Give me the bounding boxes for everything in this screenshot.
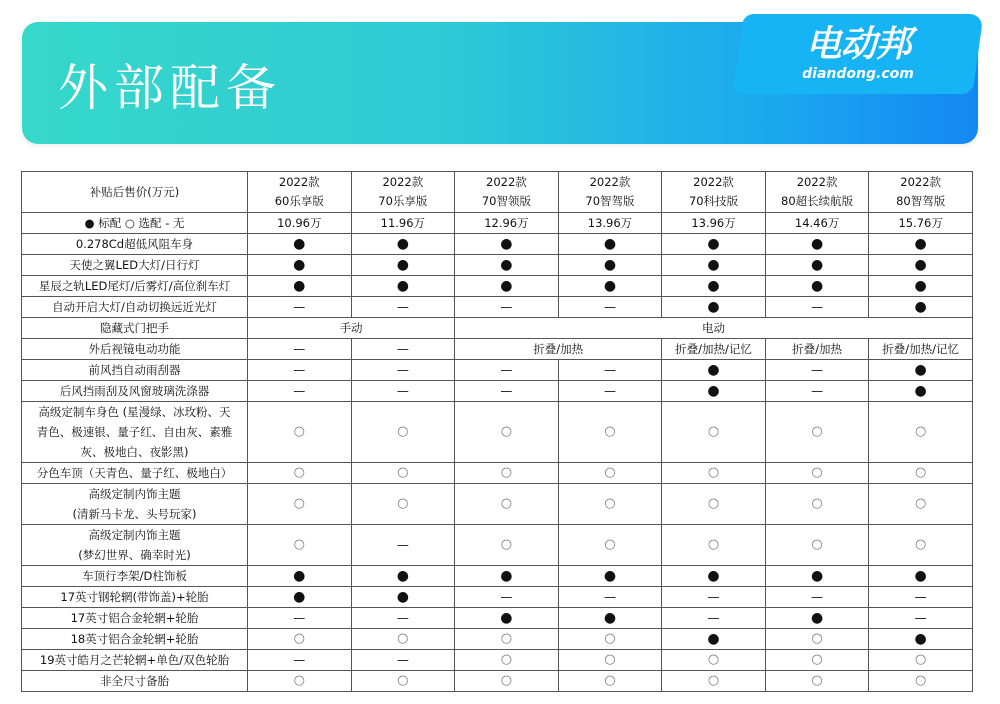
optional-circle-icon: ○ (558, 629, 662, 650)
standard-dot-icon: ● (248, 587, 352, 608)
standard-dot-icon: ● (455, 255, 559, 276)
optional-circle-icon: ○ (765, 402, 869, 463)
none-dash-icon: — (765, 360, 869, 381)
optional-circle-icon: ○ (869, 484, 973, 525)
spec-table (21, 171, 973, 692)
optional-circle-icon: ○ (765, 629, 869, 650)
table-row (22, 525, 973, 566)
none-dash-icon: — (455, 587, 559, 608)
standard-dot-icon: ● (765, 608, 869, 629)
optional-circle-icon: ○ (869, 525, 973, 566)
cell-text: 折叠/加热 (765, 339, 869, 360)
standard-dot-icon: ● (869, 629, 973, 650)
row-label: 17英寸铝合金轮辋+轮胎 (22, 608, 248, 629)
standard-dot-icon: ● (351, 566, 455, 587)
price-cell: 11.96万 (351, 213, 455, 234)
optional-circle-icon: ○ (248, 525, 352, 566)
table-row (22, 566, 973, 587)
optional-circle-icon: ○ (248, 402, 352, 463)
optional-circle-icon: ○ (869, 463, 973, 484)
model-header: 2022款 70科技版 (662, 172, 766, 213)
optional-circle-icon: ○ (869, 402, 973, 463)
optional-circle-icon: ○ (455, 629, 559, 650)
optional-circle-icon: ○ (662, 671, 766, 692)
none-dash-icon: — (869, 587, 973, 608)
standard-dot-icon: ● (558, 608, 662, 629)
logo-main-text: 电动邦 (805, 24, 911, 65)
row-label: 非全尺寸备胎 (22, 671, 248, 692)
standard-dot-icon: ● (662, 276, 766, 297)
standard-dot-icon: ● (662, 360, 766, 381)
none-dash-icon: — (351, 608, 455, 629)
optional-circle-icon: ○ (662, 650, 766, 671)
table-row (22, 360, 973, 381)
row-label: 0.278Cd超低风阻车身 (22, 234, 248, 255)
row-label: 17英寸钢轮辋(带饰盖)+轮胎 (22, 587, 248, 608)
optional-circle-icon: ○ (351, 484, 455, 525)
cell-text: 折叠/加热/记忆 (869, 339, 973, 360)
none-dash-icon: — (662, 587, 766, 608)
table-row (22, 276, 973, 297)
model-header: 2022款 70乐享版 (351, 172, 455, 213)
page-title: 外部配备 (58, 59, 282, 117)
row-label: 高级定制内饰主题 (梦幻世界、确幸时光) (22, 525, 248, 566)
optional-circle-icon: ○ (869, 671, 973, 692)
optional-circle-icon: ○ (455, 650, 559, 671)
table-row (22, 339, 973, 360)
row-label: 19英寸皓月之芒轮辋+单色/双色轮胎 (22, 650, 248, 671)
none-dash-icon: — (455, 297, 559, 318)
standard-dot-icon: ● (248, 234, 352, 255)
standard-dot-icon: ● (662, 234, 766, 255)
optional-circle-icon: ○ (248, 484, 352, 525)
row-label: 自动开启大灯/自动切换远近光灯 (22, 297, 248, 318)
table-row (22, 402, 973, 463)
standard-dot-icon: ● (869, 234, 973, 255)
none-dash-icon: — (455, 381, 559, 402)
none-dash-icon: — (558, 587, 662, 608)
row-label: 后风挡雨刮及风窗玻璃洗涤器 (22, 381, 248, 402)
none-dash-icon: — (558, 297, 662, 318)
optional-circle-icon: ○ (765, 525, 869, 566)
standard-dot-icon: ● (662, 566, 766, 587)
optional-circle-icon: ○ (765, 671, 869, 692)
legend: ● 标配 ○ 选配 - 无 (22, 213, 248, 234)
row-label: 星辰之轨LED尾灯/后雾灯/高位刹车灯 (22, 276, 248, 297)
price-row (22, 213, 973, 234)
standard-dot-icon: ● (248, 566, 352, 587)
none-dash-icon: — (351, 297, 455, 318)
standard-dot-icon: ● (351, 587, 455, 608)
standard-dot-icon: ● (455, 276, 559, 297)
none-dash-icon: — (248, 360, 352, 381)
table-row (22, 671, 973, 692)
optional-circle-icon: ○ (662, 463, 766, 484)
row-label: 高级定制车身色 (星漫绿、冰玫粉、天 青色、极速银、量子红、自由灰、素雅 灰、极地白、夜影黑) (22, 402, 248, 463)
table-row (22, 318, 973, 339)
none-dash-icon: — (765, 381, 869, 402)
table-row (22, 587, 973, 608)
optional-circle-icon: ○ (351, 671, 455, 692)
price-cell: 10.96万 (248, 213, 352, 234)
table-row (22, 234, 973, 255)
optional-circle-icon: ○ (869, 650, 973, 671)
price-label: 补贴后售价(万元) (22, 172, 248, 213)
table-row (22, 608, 973, 629)
standard-dot-icon: ● (455, 234, 559, 255)
row-label: 前风挡自动雨刮器 (22, 360, 248, 381)
none-dash-icon: — (869, 608, 973, 629)
none-dash-icon: — (662, 608, 766, 629)
optional-circle-icon: ○ (455, 671, 559, 692)
optional-circle-icon: ○ (558, 650, 662, 671)
price-cell: 15.76万 (869, 213, 973, 234)
standard-dot-icon: ● (869, 255, 973, 276)
none-dash-icon: — (765, 587, 869, 608)
span-cell-manual: 手动 (248, 318, 455, 339)
standard-dot-icon: ● (662, 255, 766, 276)
table-row (22, 650, 973, 671)
standard-dot-icon: ● (455, 608, 559, 629)
optional-circle-icon: ○ (558, 525, 662, 566)
model-header: 2022款 70智领版 (455, 172, 559, 213)
standard-dot-icon: ● (765, 566, 869, 587)
optional-circle-icon: ○ (351, 402, 455, 463)
none-dash-icon: — (248, 381, 352, 402)
row-label: 车顶行李架/D柱饰板 (22, 566, 248, 587)
optional-circle-icon: ○ (455, 463, 559, 484)
optional-circle-icon: ○ (765, 650, 869, 671)
optional-circle-icon: ○ (662, 484, 766, 525)
optional-circle-icon: ○ (455, 402, 559, 463)
model-header-row (22, 172, 973, 213)
row-label: 高级定制内饰主题 (清新马卡龙、头号玩家) (22, 484, 248, 525)
none-dash-icon: — (248, 297, 352, 318)
span-cell-fold-heat: 折叠/加热 (455, 339, 662, 360)
optional-circle-icon: ○ (455, 484, 559, 525)
standard-dot-icon: ● (248, 255, 352, 276)
row-label: 分色车顶（天青色、量子红、极地白） (22, 463, 248, 484)
none-dash-icon: — (351, 381, 455, 402)
model-header: 2022款 80超长续航版 (765, 172, 869, 213)
row-label: 18英寸铝合金轮辋+轮胎 (22, 629, 248, 650)
standard-dot-icon: ● (765, 234, 869, 255)
model-header: 2022款 80智驾版 (869, 172, 973, 213)
cell-none: — (351, 339, 455, 360)
table-row (22, 629, 973, 650)
standard-dot-icon: ● (455, 566, 559, 587)
none-dash-icon: — (248, 650, 352, 671)
optional-circle-icon: ○ (662, 402, 766, 463)
price-cell: 13.96万 (662, 213, 766, 234)
logo-sub-text: diandong.com (802, 66, 914, 82)
standard-dot-icon: ● (869, 276, 973, 297)
span-cell-electric: 电动 (455, 318, 973, 339)
standard-dot-icon: ● (662, 381, 766, 402)
optional-circle-icon: ○ (558, 671, 662, 692)
standard-dot-icon: ● (869, 566, 973, 587)
brand-logo[interactable] (758, 24, 958, 88)
standard-dot-icon: ● (351, 234, 455, 255)
standard-dot-icon: ● (662, 629, 766, 650)
standard-dot-icon: ● (558, 234, 662, 255)
model-header: 2022款 70智驾版 (558, 172, 662, 213)
optional-circle-icon: ○ (765, 484, 869, 525)
standard-dot-icon: ● (765, 255, 869, 276)
cell-text: 折叠/加热/记忆 (662, 339, 766, 360)
optional-circle-icon: ○ (351, 629, 455, 650)
standard-dot-icon: ● (558, 255, 662, 276)
row-label: 外后视镜电动功能 (22, 339, 248, 360)
standard-dot-icon: ● (869, 360, 973, 381)
standard-dot-icon: ● (869, 381, 973, 402)
standard-dot-icon: ● (558, 566, 662, 587)
optional-circle-icon: ○ (248, 629, 352, 650)
optional-circle-icon: ○ (558, 463, 662, 484)
standard-dot-icon: ● (765, 276, 869, 297)
optional-circle-icon: ○ (765, 463, 869, 484)
optional-circle-icon: ○ (455, 525, 559, 566)
standard-dot-icon: ● (351, 255, 455, 276)
optional-circle-icon: ○ (248, 671, 352, 692)
none-dash-icon: — (558, 381, 662, 402)
none-dash-icon: — (558, 360, 662, 381)
none-dash-icon: — (765, 297, 869, 318)
optional-circle-icon: ○ (662, 525, 766, 566)
optional-circle-icon: ○ (558, 484, 662, 525)
optional-circle-icon: ○ (248, 463, 352, 484)
table-row (22, 255, 973, 276)
table-row (22, 463, 973, 484)
none-dash-icon: — (455, 360, 559, 381)
header-banner (22, 22, 978, 144)
table-row (22, 381, 973, 402)
none-dash-icon: — (351, 650, 455, 671)
none-dash-icon: — (351, 360, 455, 381)
model-header: 2022款 60乐享版 (248, 172, 352, 213)
none-dash-icon: — (248, 608, 352, 629)
optional-circle-icon: ○ (351, 463, 455, 484)
cell-none: — (248, 339, 352, 360)
standard-dot-icon: ● (351, 276, 455, 297)
row-label: 天使之翼LED大灯/日行灯 (22, 255, 248, 276)
standard-dot-icon: ● (869, 297, 973, 318)
price-cell: 14.46万 (765, 213, 869, 234)
row-label: 隐藏式门把手 (22, 318, 248, 339)
none-dash-icon: — (351, 525, 455, 566)
table-row (22, 484, 973, 525)
table-row (22, 297, 973, 318)
optional-circle-icon: ○ (558, 402, 662, 463)
standard-dot-icon: ● (662, 297, 766, 318)
standard-dot-icon: ● (558, 276, 662, 297)
price-cell: 12.96万 (455, 213, 559, 234)
price-cell: 13.96万 (558, 213, 662, 234)
standard-dot-icon: ● (248, 276, 352, 297)
